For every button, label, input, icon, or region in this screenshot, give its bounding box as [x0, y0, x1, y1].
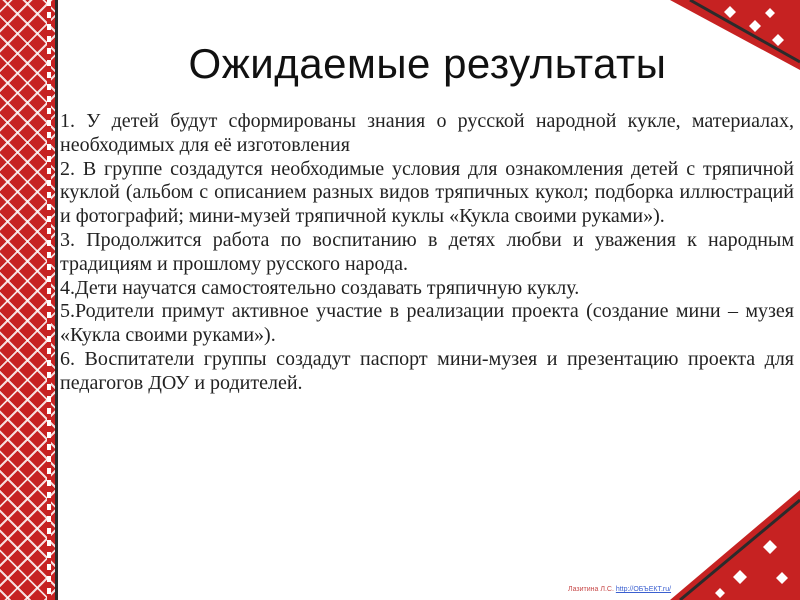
slide-title: Ожидаемые результаты [188, 40, 667, 87]
result-item-5: 5.Родители примут активное участие в реализации проекта (создание мини – музея «Кукла своими руками»). [60, 300, 794, 347]
result-item-4: 4.Дети научатся самостоятельно создавать тряпичную куклу. [60, 276, 580, 299]
footer-link[interactable]: http://ОБЪЕКТ.ru/ [615, 586, 672, 593]
footer-author: Лазитина Л.С. [568, 586, 614, 593]
ornament-border-left [0, 0, 58, 600]
results-list [60, 110, 794, 396]
result-item-6: 6. Воспитатели группы создадут паспорт мини-музея и презентацию проекта для педагогов ДОУ и родителей. [60, 347, 794, 394]
ornament-corner-bottom-right [670, 490, 800, 600]
footer-credit [568, 586, 671, 593]
result-item-3: 3. Продолжится работа по воспитанию в детях любви и уважения к народным традициям и прошлому русского народа. [60, 228, 794, 275]
result-item-2: 2. В группе создадутся необходимые условия для ознакомления детей с тряпичной куклой (альбом с описанием разных видов тряпичных кукол; подборка иллюстраций и фотографий; мини-музей тряпичной куклы «Кукла своими руками»). [60, 157, 794, 228]
result-item-1: 1. У детей будут сформированы знания о русской народной кукле, материалах, необходимых для её изготовления [60, 110, 794, 156]
